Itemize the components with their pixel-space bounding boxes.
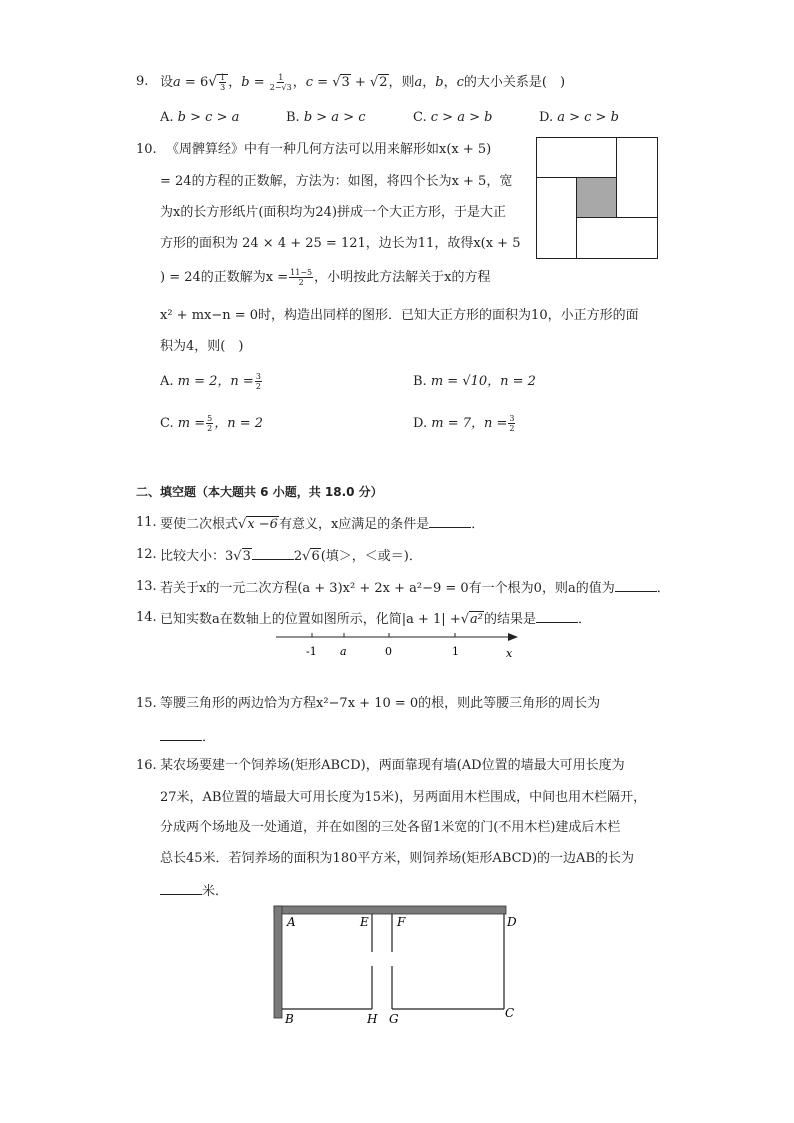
fig-label-a: A xyxy=(287,915,296,929)
answer-blank[interactable] xyxy=(615,577,657,592)
answer-blank[interactable] xyxy=(536,608,578,623)
axis-label-neg1: -1 xyxy=(306,645,317,658)
answer-blank[interactable] xyxy=(160,726,202,741)
q9-stem-prefix: 设 xyxy=(160,75,174,90)
q10-line-3: 为x的长方形纸片(面积均为24)拼成一个大正方形，于是大正 xyxy=(160,205,507,220)
q16-number: 16. xyxy=(136,758,157,773)
fig-label-f: F xyxy=(397,915,406,929)
q16-line-2: 27米，AB位置的墙最大可用长度为15米)，另两面用木栏围成，中间也用木栏隔开， xyxy=(160,790,647,805)
q9-option-d: D. a > c > b xyxy=(539,110,619,125)
q10-number: 10. xyxy=(136,142,157,157)
q10-line-6: x² + mx−n = 0时，构造出同样的图形．已知大正方形的面积为10，小正方形的面 xyxy=(160,308,639,323)
q9-stem: 设a = 6√ $\frac{1}{3}$ ，b = $\frac{1}{2-√3}$ ，c = √3 + √2，则a，b，c的大小关系是( ) xyxy=(160,73,566,92)
q15-text: 等腰三角形的两边恰为方程x²−7x + 10 = 0的根，则此等腰三角形的周长为 xyxy=(160,696,601,711)
q10-line-4: 方形的面积为 24 × 4 + 25 = 121，边长为11，故得x(x + 5 xyxy=(160,236,521,251)
q16-line-1: 某农场要建一个饲养场(矩形ABCD)，两面靠现有墙(AD位置的墙最大可用长度为 xyxy=(160,758,625,773)
axis-label-x: x xyxy=(506,647,513,660)
axis-label-a: a xyxy=(340,645,347,658)
q15-answer: ． xyxy=(160,726,215,748)
fig-label-d: D xyxy=(507,915,517,929)
answer-blank[interactable] xyxy=(429,513,471,528)
q9-option-a: A. b > c > a xyxy=(160,110,240,125)
q10-option-a: A. m = 2，n = $\frac{3}{2}$ xyxy=(160,372,261,391)
q13-text: 若关于x的一元二次方程(a + 3)x² + 2x + a²−9 = 0有一个根为0，则a的值为 ． xyxy=(160,577,670,599)
q16-farm-figure xyxy=(268,902,528,1030)
q14-number: 14. xyxy=(136,610,157,625)
q16-line-5: 米． xyxy=(160,880,228,902)
q10-line-2: = 24的方程的正数解，方法为：如图，将四个长为x + 5，宽 xyxy=(160,174,513,189)
q12-text: 比较大小：3√3 2√6(填＞，＜或＝)． xyxy=(160,545,422,567)
fig-label-h: H xyxy=(367,1012,378,1026)
q10-option-c: C. m = $\frac{5}{2}$ ，n = 2 xyxy=(160,414,264,433)
fig-label-b: B xyxy=(285,1012,294,1026)
q16-line-4: 总长45米．若饲养场的面积为180平方米，则饲养场(矩形ABCD)的一边AB的长为 xyxy=(160,851,634,866)
q15-number: 15. xyxy=(136,696,157,711)
q10-line-7: 积为4，则( ) xyxy=(160,339,244,354)
fig-label-c: C xyxy=(505,1006,515,1020)
q16-line-3: 分成两个场地及一处通道，并在如图的三处各留1米宽的门(不用木栏)建成后木栏 xyxy=(160,820,621,835)
answer-blank[interactable] xyxy=(160,880,202,895)
q14-text: 已知实数a在数轴上的位置如图所示，化简|a + 1| +√a²的结果是 ． xyxy=(160,608,591,630)
q10-line-5: ) = 24的正数解为x = $\frac{11-5}{2}$ ，小明按此方法解关于x的方程 xyxy=(160,268,491,287)
fig-label-g: G xyxy=(389,1012,399,1026)
axis-label-0: 0 xyxy=(385,645,392,658)
axis-label-1: 1 xyxy=(452,645,459,658)
q10-option-d: D. m = 7，n = $\frac{3}{2}$ xyxy=(413,414,515,433)
q9-number: 9. xyxy=(136,74,149,89)
q10-line-1: 《周髀算经》中有一种几何方法可以用来解形如x(x + 5) xyxy=(166,142,492,157)
section-title: 二、填空题（本大题共 6 小题，共 18.0 分） xyxy=(136,485,383,499)
fig-label-e: E xyxy=(360,915,369,929)
q10-option-b: B. m = √10，n = 2 xyxy=(413,374,536,389)
answer-blank[interactable] xyxy=(252,545,294,560)
q9-option-b: B. b > a > c xyxy=(286,110,366,125)
q13-number: 13. xyxy=(136,579,157,594)
q11-number: 11. xyxy=(136,515,157,530)
q10-square-figure xyxy=(536,137,659,260)
q11-text: 要使二次根式√x −6有意义，x应满足的条件是 ． xyxy=(160,513,484,535)
q12-number: 12. xyxy=(136,547,157,562)
q9-stem-suffix: 的大小关系是( ) xyxy=(463,75,566,90)
q9-option-c: C. c > a > b xyxy=(413,110,493,125)
q14-number-line xyxy=(272,628,522,662)
